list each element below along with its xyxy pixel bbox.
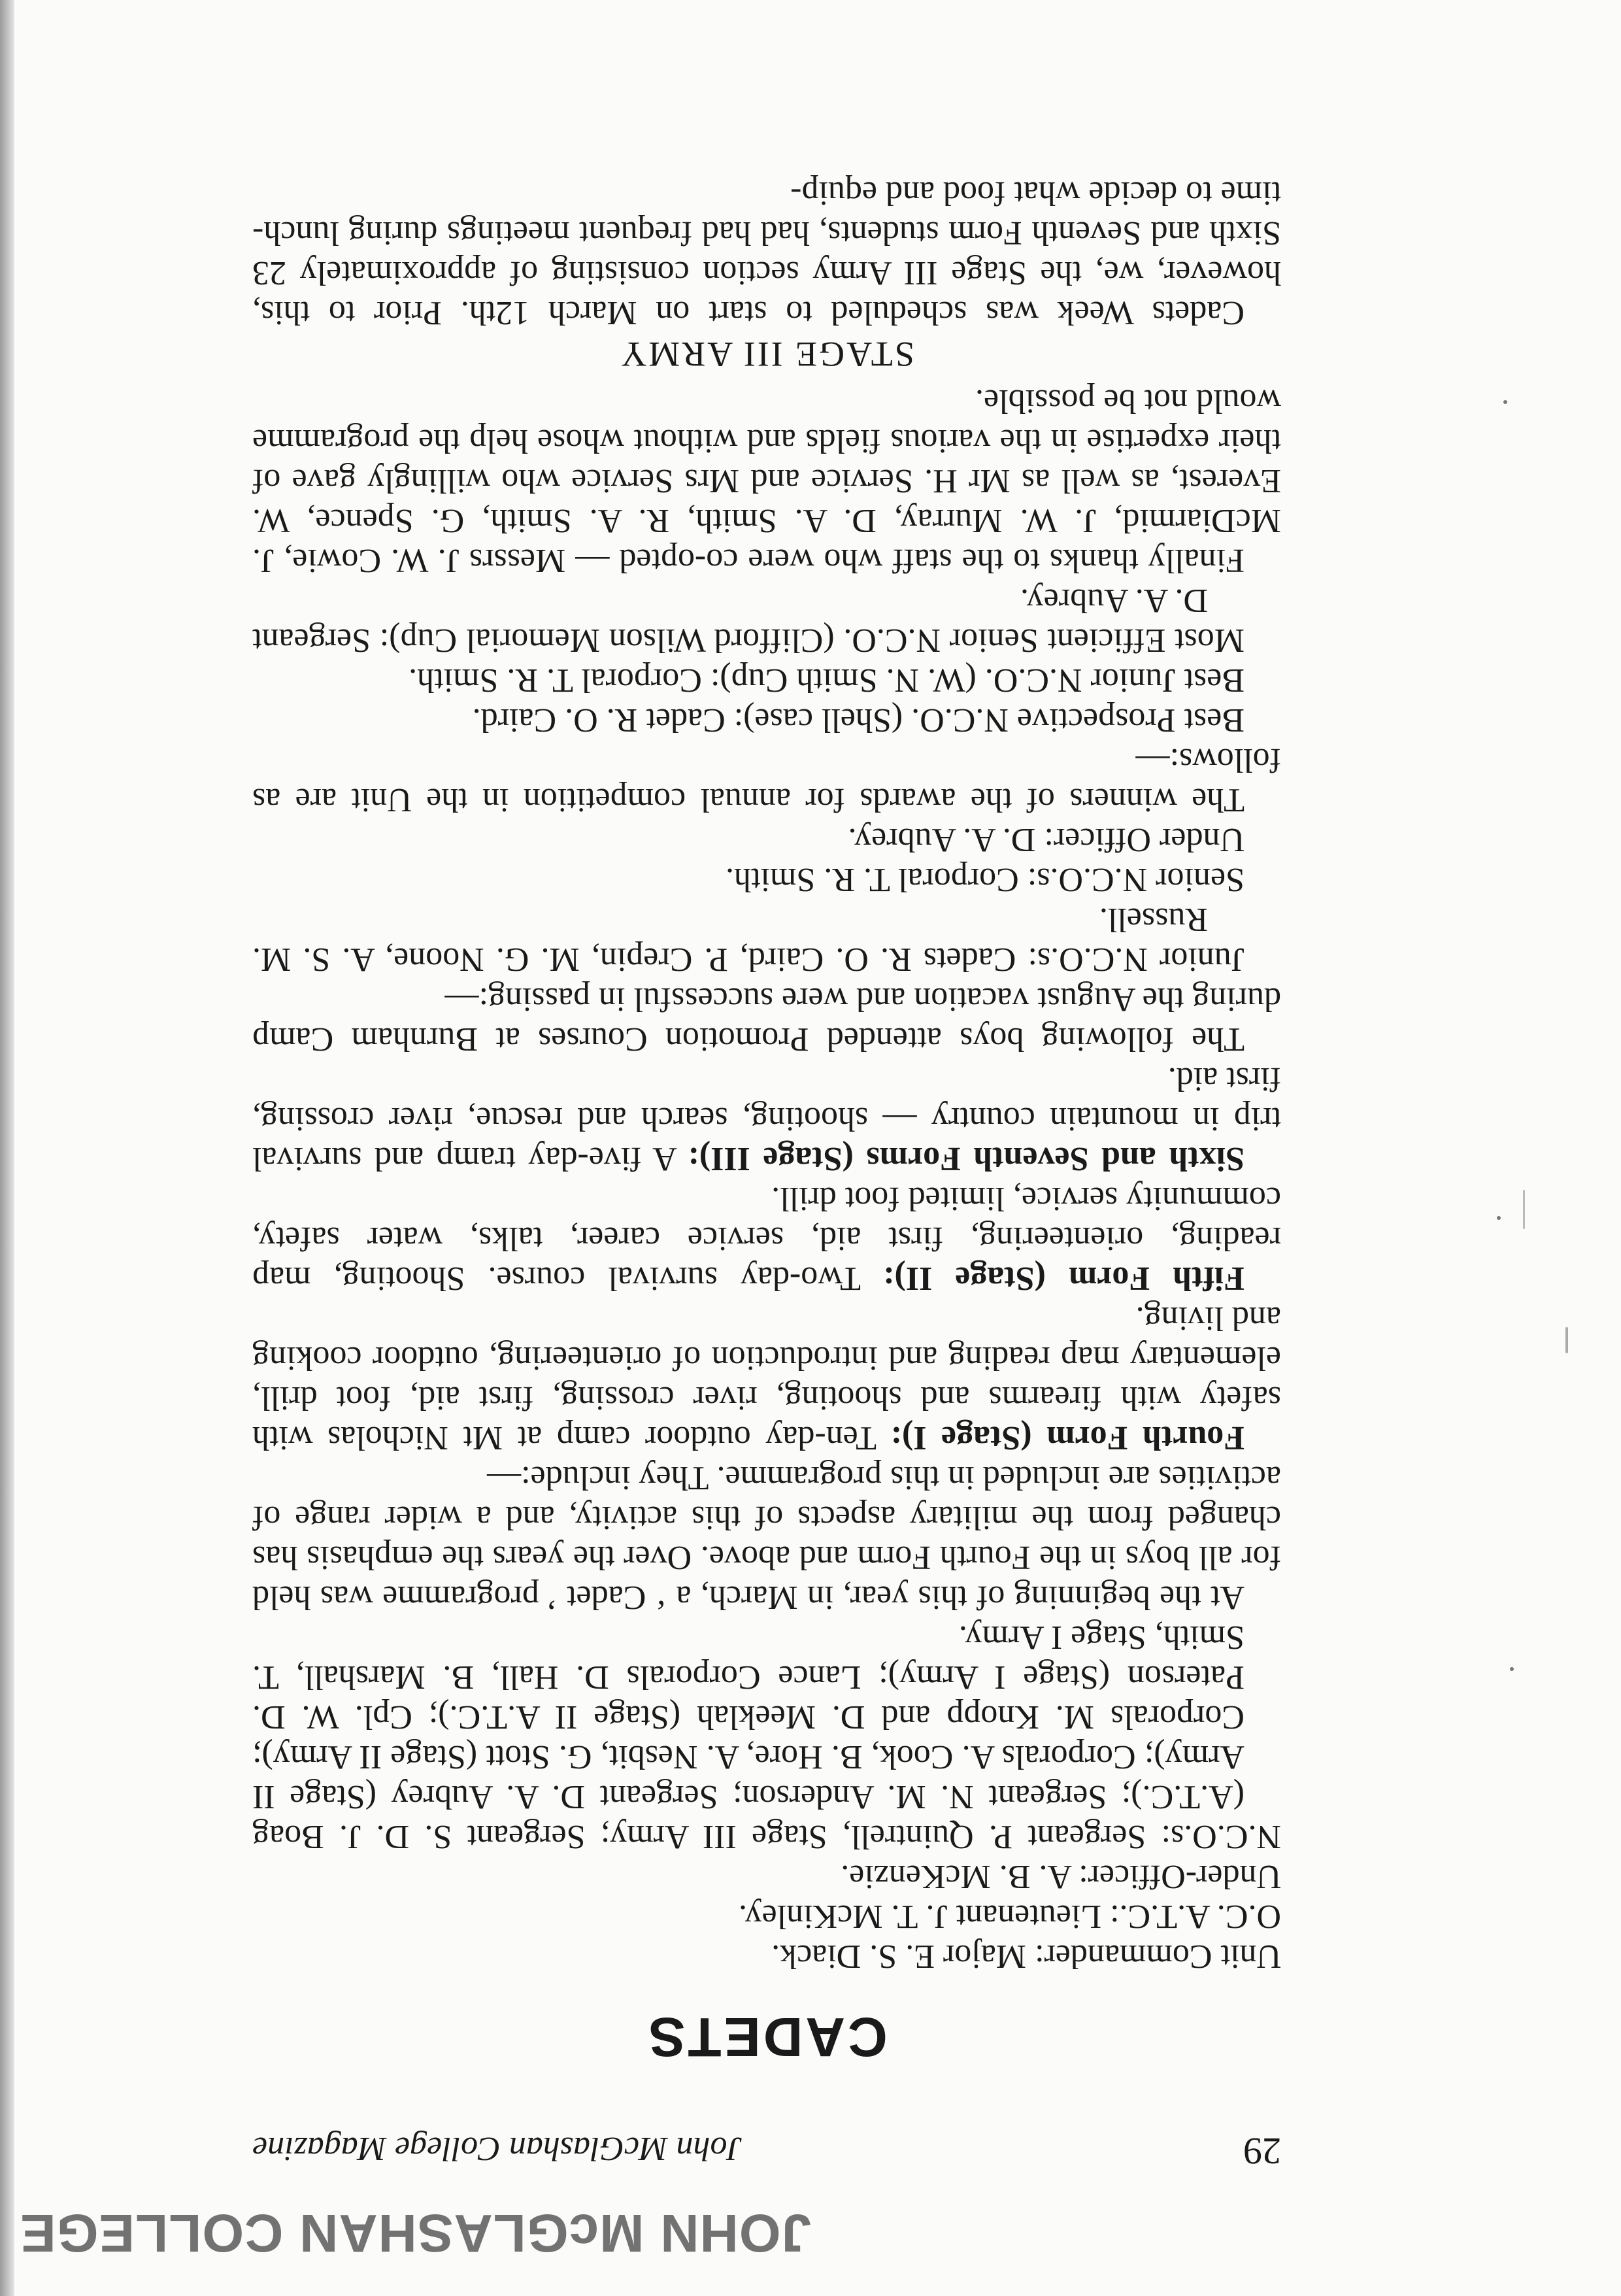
unit-commander: Unit Commander: Major E. S. Diack. — [771, 1938, 1281, 1975]
scan-mark — [1523, 1190, 1525, 1229]
library-stamp: JOHN McGLASHAN COLLEGE — [20, 2203, 812, 2263]
programme-stage-2 — [252, 1179, 1281, 1298]
scan-mark — [1565, 1327, 1568, 1353]
article-title: CADETS — [646, 2006, 888, 2068]
programme-text: A five-day tramp and survival trip in mountain country — shooting, search and rescue, river crossing, first aid. — [252, 1060, 1281, 1177]
programme-text: Two-day survival course. Shooting, map reading, orienteering, first aid, service career, talks, water safety, community service, limited foot drill. — [252, 1180, 1281, 1297]
promotion-intro: The following boys attended Promotion Courses at Burnham Camp during the August vacation and were successful in passing:— — [252, 981, 1281, 1058]
programme-text: Ten-day outdoor camp at Mt Nicholas with safety with firearms and shooting, river crossing, first aid, foot drill, elementary map reading and introduction of orienteering, outdoor cooking and living. — [252, 1300, 1281, 1457]
promotion-item: Junior N.C.O.s: Cadets R. O. Caird, P. Crepin, M. G. Noone, A. S. M. Russell. — [252, 901, 1245, 978]
oc-atc: O.C. A.T.C.: Lieutenant J. T. McKinley. — [739, 1898, 1281, 1935]
intro-paragraph: At the beginning of this year, in March, a ‘ Cadet ’ programme was held for all boys in the Fourth Form and above. Over the years the emphasis has changed from the military aspects of this activity, and a wider range of activities are included in this programme. They include:— — [252, 1459, 1281, 1616]
dust-speck — [1497, 1216, 1501, 1220]
programme-stage: (Stage II): — [883, 1260, 1046, 1297]
magazine-title: John McGlashan College Magazine — [252, 2130, 743, 2167]
award-item: Best Prospective N.C.O. (Shell case): Cadet R. O. Caird. — [472, 701, 1245, 739]
dust-speck — [1510, 1667, 1514, 1671]
programme-label: Sixth and Seventh Forms — [866, 1140, 1245, 1177]
awards-intro: The winners of the awards for annual competition in the Unit are as follows:— — [252, 741, 1281, 819]
stage3-heading: STAGE III ARMY — [619, 335, 914, 374]
programme-stage: (Stage III): — [688, 1140, 854, 1177]
stage3-paragraph: Cadets Week was scheduled to start on March 12th. Prior to this, however, we, the Stage III Army section consisting of approximately 23 Sixth and Seventh Form students, had had frequent meetings during lunch-time to decide what food and equip- — [252, 175, 1281, 331]
page-content — [252, 173, 1281, 2173]
programme-stage-1 — [252, 1298, 1281, 1458]
programme-label: Fourth Form — [1046, 1419, 1245, 1457]
under-officer: Under-Officer: A. B. McKenzie. — [841, 1858, 1281, 1895]
award-item: Best Junior N.C.O. (W. N. Smith Cup): Corporal T. R. Smith. — [409, 662, 1245, 699]
page-number: 29 — [1243, 2130, 1281, 2172]
programme-stage: (Stage I): — [890, 1419, 1032, 1457]
promotion-item: Under Officer: D. A. Aubrey. — [848, 821, 1245, 858]
programme-stage-3 — [252, 1059, 1281, 1179]
dust-speck — [1503, 400, 1507, 404]
award-item: Most Efficient Senior N.C.O. (Clifford Wilson Memorial Cup): Sergeant D. A. Aubrey. — [252, 582, 1245, 659]
programme-label: Fifth Form — [1069, 1260, 1245, 1297]
promotion-item: Senior N.C.O.s: Corporal T. R. Smith. — [726, 861, 1245, 898]
nco-list: N.C.O.s: Sergeant P. Quintrell, Stage III Army; Sergeant S. D. J. Boag (A.T.C.); Sergeant N. M. Anderson; Sergeant D. A. Aubrey (Stage II Army); Corporals A. Cook, B. Hore, A. Nesbit, G. Stott (Stage II Army); Corporals M. Knopp and D. Meeklah (Stage II A.T.C.); Cpl. W. D. Paterson (Stage I Army); Lance Corporals D. Hall, B. Marshall, T. Smith, Stage I Army. — [252, 1619, 1281, 1855]
thanks-paragraph: Finally thanks to the staff who were co-opted — Messrs J. W. Cowie, J. McDiarmid, J. W. Murray, D. A. Smith, R. A. Smith, G. Spence, W. Everest, as well as Mr H. Service and Mrs Service who willingly gave of their expertise in the various fields and without whose help the programme would not be possible. — [252, 382, 1281, 579]
page-header — [252, 2075, 1281, 2173]
